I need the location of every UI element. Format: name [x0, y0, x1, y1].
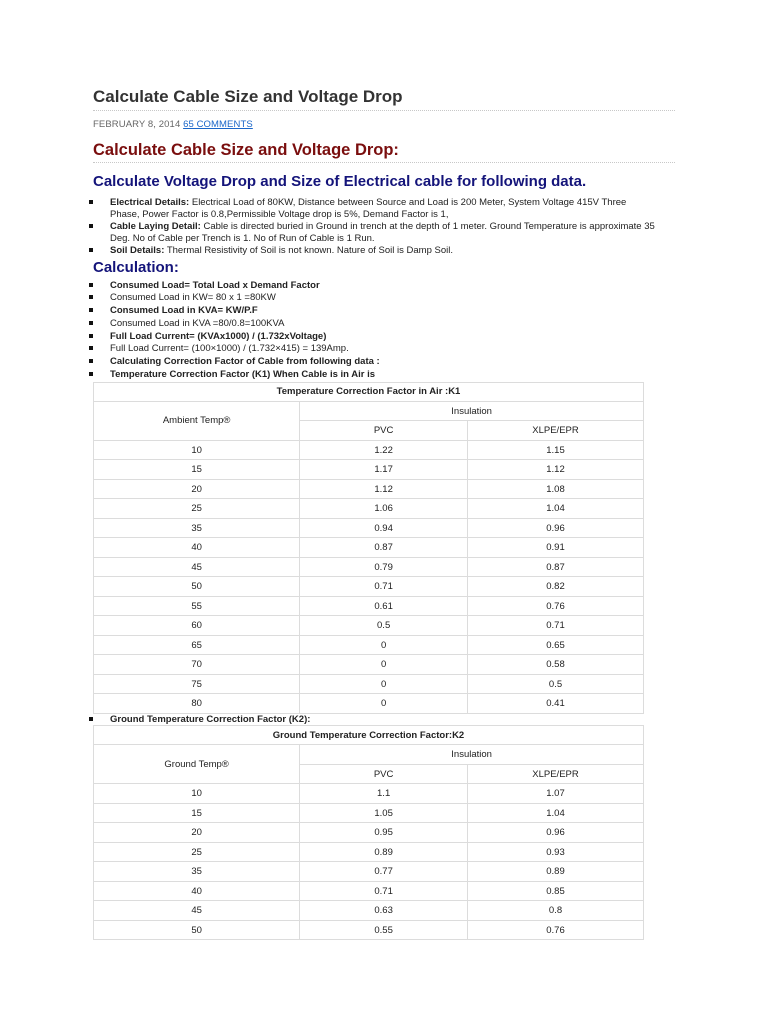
table-cell: 1.17 [300, 460, 468, 480]
table-cell: 50 [94, 920, 300, 940]
calculation-item [93, 305, 675, 318]
group-header: Insulation [300, 401, 644, 421]
table-row [94, 577, 644, 597]
calculation-text: Calculating Correction Factor of Cable from following data : [110, 356, 380, 368]
details-list [93, 197, 655, 257]
table-cell: 0.93 [468, 842, 644, 862]
table-cell: 0.58 [468, 655, 644, 675]
table-cell: 35 [94, 518, 300, 538]
calculation-text: Full Load Current= (KVAx1000) / (1.732xVoltage) [110, 330, 327, 342]
column-header: XLPE/EPR [468, 764, 644, 784]
row-header: Ground Temp® [94, 745, 300, 784]
comments-link[interactable]: 65 COMMENTS [183, 119, 253, 130]
calculation-item [93, 331, 675, 344]
table-cell: 0.65 [468, 635, 644, 655]
calculation-text: Consumed Load in KW= 80 x 1 =80KW [110, 292, 276, 304]
table-cell: 65 [94, 635, 300, 655]
calculation-item [93, 343, 675, 356]
ground-temperature-correction-table-k2 [93, 725, 644, 940]
calculation-heading: Calculation: [93, 258, 179, 276]
table-row [94, 499, 644, 519]
table-cell: 60 [94, 616, 300, 636]
post-meta [93, 119, 675, 130]
table-row [94, 842, 644, 862]
post-title: Calculate Cable Size and Voltage Drop [93, 87, 403, 106]
table-cell: 1.12 [468, 460, 644, 480]
table-row [94, 655, 644, 675]
calculation-text: Consumed Load= Total Load x Demand Factor [110, 279, 320, 291]
table-row [94, 538, 644, 558]
table-cell: 10 [94, 440, 300, 460]
table-row [94, 616, 644, 636]
table-row [94, 694, 644, 714]
column-header: PVC [300, 421, 468, 441]
table-cell: 1.04 [468, 499, 644, 519]
table-cell: 50 [94, 577, 300, 597]
table-cell: 0.55 [300, 920, 468, 940]
list-item [93, 714, 675, 726]
table-cell: 40 [94, 538, 300, 558]
table-row [94, 479, 644, 499]
table-cell: 0.85 [468, 881, 644, 901]
table-row [94, 440, 644, 460]
table-cell: 1.05 [300, 803, 468, 823]
column-header: PVC [300, 764, 468, 784]
calculation-item [93, 356, 675, 369]
table-cell: 20 [94, 479, 300, 499]
table-cell: 0 [300, 674, 468, 694]
detail-text: Thermal Resistivity of Soil is not known. Nature of Soil is Damp Soil. [164, 245, 454, 256]
table-cell: 1.12 [300, 479, 468, 499]
table-cell: 0.71 [468, 616, 644, 636]
column-header: XLPE/EPR [468, 421, 644, 441]
detail-label: Cable Laying Detail: [110, 221, 201, 232]
table-cell: 20 [94, 823, 300, 843]
table-cell: 0.71 [300, 881, 468, 901]
table-row [94, 862, 644, 882]
calculation-text: Full Load Current= (100×1000) / (1.732×415) = 139Amp. [110, 343, 349, 355]
table-cell: 0 [300, 635, 468, 655]
table-cell: 0.82 [468, 577, 644, 597]
table-cell: 80 [94, 694, 300, 714]
article [93, 86, 675, 940]
table-cell: 10 [94, 784, 300, 804]
table-cell: 70 [94, 655, 300, 675]
table-cell: 0.89 [468, 862, 644, 882]
table-cell: 0.5 [300, 616, 468, 636]
table-cell: 40 [94, 881, 300, 901]
table-cell: 1.08 [468, 479, 644, 499]
table-cell: 1.06 [300, 499, 468, 519]
calculation-item [93, 280, 675, 293]
table-cell: 0.63 [300, 901, 468, 921]
table-row [94, 557, 644, 577]
calculation-text: Temperature Correction Factor (K1) When Cable is in Air is [110, 369, 375, 381]
table-row [94, 460, 644, 480]
table-row [94, 803, 644, 823]
heading-divider [93, 162, 675, 163]
table-cell: 0.96 [468, 823, 644, 843]
table-cell: 25 [94, 499, 300, 519]
table-caption: Temperature Correction Factor in Air :K1 [94, 382, 644, 401]
table-cell: 0.96 [468, 518, 644, 538]
table-row [94, 920, 644, 940]
table-cell: 1.15 [468, 440, 644, 460]
table-caption: Ground Temperature Correction Factor:K2 [94, 726, 644, 745]
table-cell: 0 [300, 655, 468, 675]
table-cell: 35 [94, 862, 300, 882]
row-header: Ambient Temp® [94, 401, 300, 440]
table-cell: 25 [94, 842, 300, 862]
calculation-item [93, 292, 675, 305]
table-cell: 15 [94, 460, 300, 480]
table-cell: 45 [94, 901, 300, 921]
detail-label: Electrical Details: [110, 197, 190, 208]
table-cell: 55 [94, 596, 300, 616]
main-heading: Calculate Cable Size and Voltage Drop: [93, 141, 399, 159]
table-cell: 0.79 [300, 557, 468, 577]
table-cell: 0.77 [300, 862, 468, 882]
detail-label: Soil Details: [110, 245, 165, 256]
calculation-text: Consumed Load in KVA =80/0.8=100KVA [110, 317, 285, 329]
table-cell: 0 [300, 694, 468, 714]
table-cell: 0.8 [468, 901, 644, 921]
table-cell: 1.04 [468, 803, 644, 823]
table-row [94, 784, 644, 804]
table-row [94, 635, 644, 655]
sub-heading: Calculate Voltage Drop and Size of Electrical cable for following data. [93, 173, 587, 190]
table-row [94, 901, 644, 921]
calculation-item [93, 369, 675, 382]
table-row [94, 881, 644, 901]
detail-item [93, 245, 655, 257]
calculation-item [93, 318, 675, 331]
table-row [94, 596, 644, 616]
calculation-list [93, 280, 675, 382]
title-divider [93, 110, 675, 111]
table-row [94, 518, 644, 538]
k2-label: Ground Temperature Correction Factor (K2): [110, 713, 311, 725]
table-row [94, 823, 644, 843]
table-cell: 45 [94, 557, 300, 577]
table-cell: 0.41 [468, 694, 644, 714]
table-cell: 0.87 [300, 538, 468, 558]
table-cell: 1.22 [300, 440, 468, 460]
post-date: FEBRUARY 8, 2014 [93, 119, 181, 130]
table-cell: 0.61 [300, 596, 468, 616]
detail-item [93, 221, 655, 244]
table-cell: 0.94 [300, 518, 468, 538]
table-cell: 0.87 [468, 557, 644, 577]
table-cell: 0.89 [300, 842, 468, 862]
table-cell: 0.95 [300, 823, 468, 843]
group-header: Insulation [300, 745, 644, 765]
table-cell: 0.76 [468, 596, 644, 616]
table-cell: 15 [94, 803, 300, 823]
table-cell: 1.1 [300, 784, 468, 804]
detail-item [93, 197, 655, 220]
detail-text: Electrical Load of 80KW, Distance between Source and Load is 200 Meter, System Voltage 415V Three Phase, Power Factor is 0.8,Permissible Voltage drop is 5%, Demand Factor is 1, [110, 197, 627, 220]
table-cell: 0.91 [468, 538, 644, 558]
calculation-text: Consumed Load in KVA= KW/P.F [110, 305, 258, 317]
temperature-correction-table-k1 [93, 382, 644, 714]
detail-text: Cable is directed buried in Ground in trench at the depth of 1 meter. Ground Temperature is approximate 35 Deg. No of Cable per Trench is 1. No of Run of Cable is 1 Run. [110, 221, 655, 244]
table-cell: 0.5 [468, 674, 644, 694]
table-cell: 0.71 [300, 577, 468, 597]
table-cell: 1.07 [468, 784, 644, 804]
k2-list [93, 714, 675, 726]
table-row [94, 674, 644, 694]
table-cell: 0.76 [468, 920, 644, 940]
table-cell: 75 [94, 674, 300, 694]
